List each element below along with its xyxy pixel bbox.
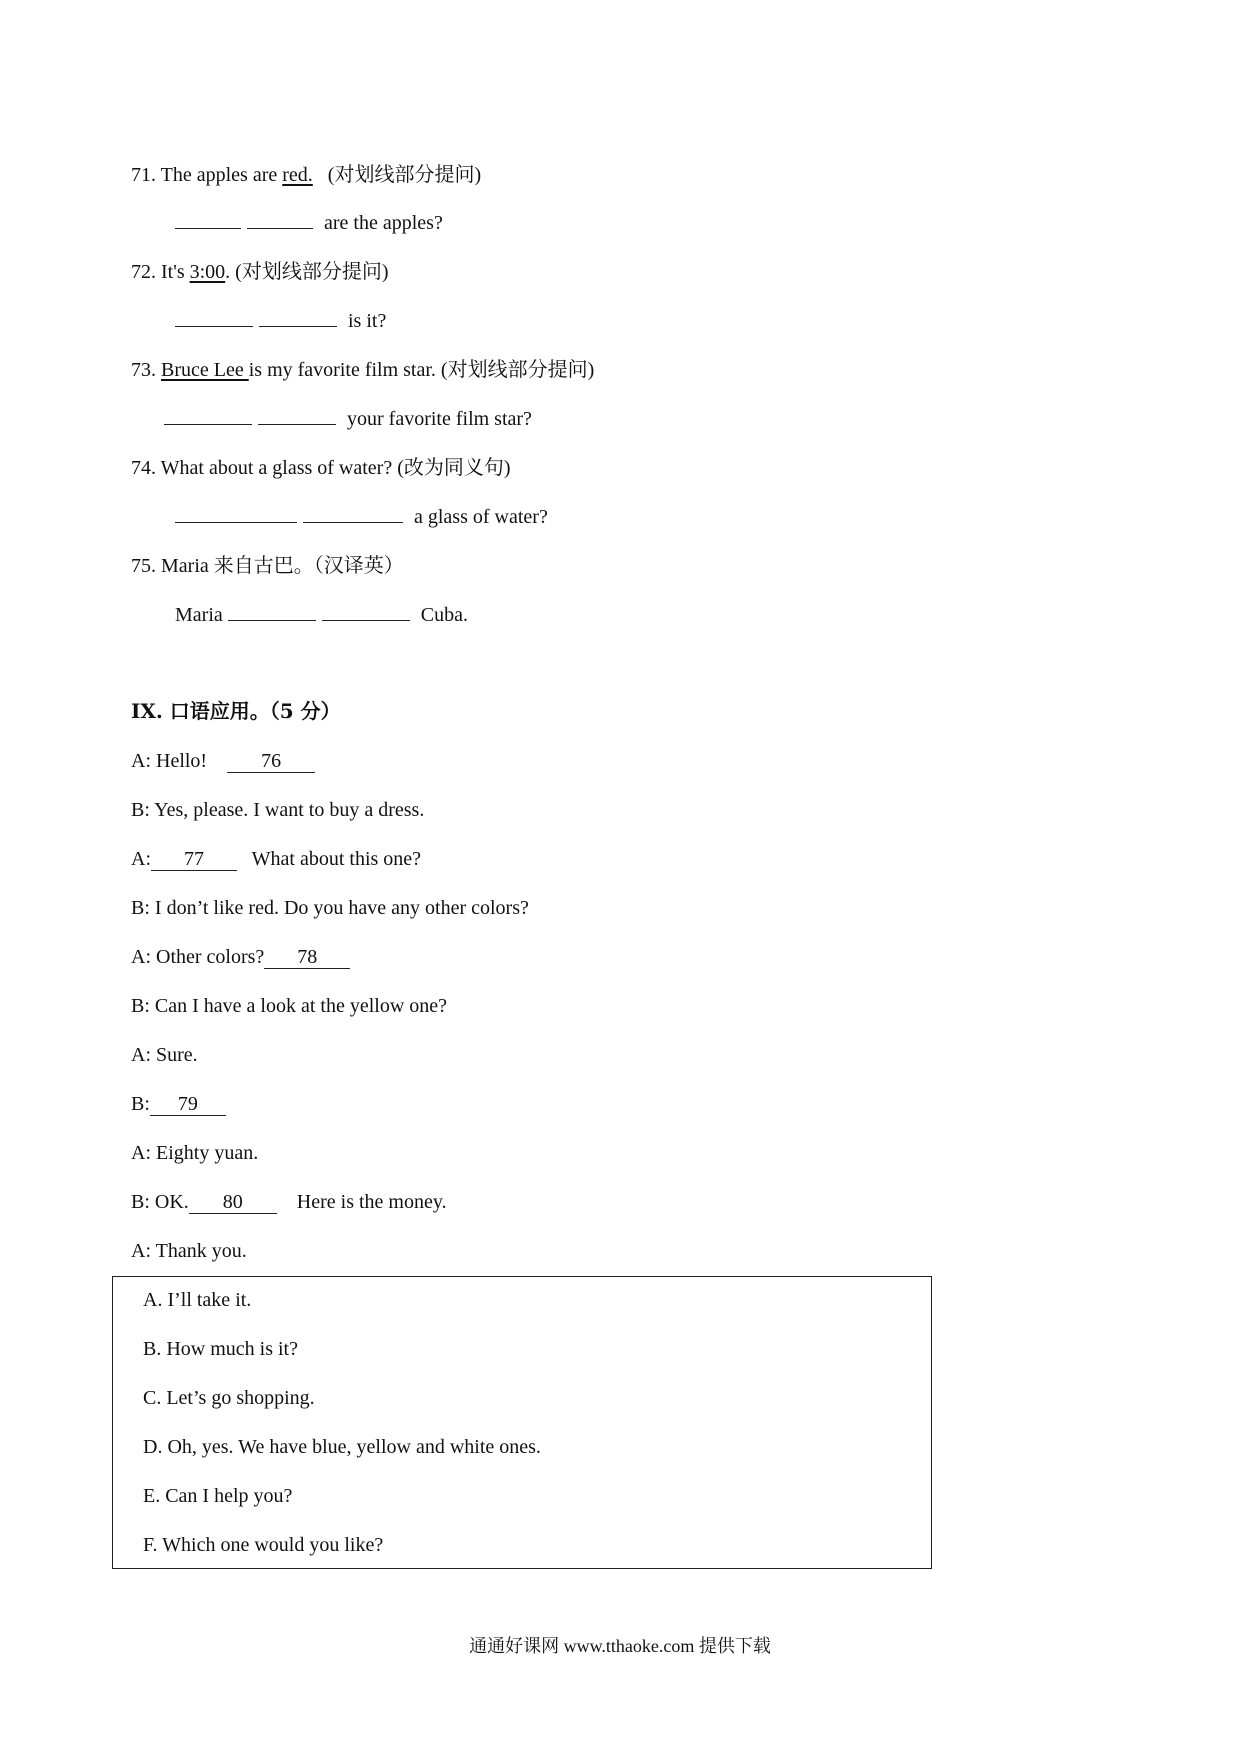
answer-text: is it?: [348, 310, 387, 332]
speaker-label: B:: [131, 1191, 150, 1213]
answer-blank[interactable]: [258, 406, 336, 425]
dialogue-line-4: [131, 895, 529, 921]
speaker-label: A:: [131, 946, 151, 968]
answer-blank[interactable]: [322, 602, 410, 621]
dialogue-line-8: [131, 1091, 226, 1117]
answer-blank[interactable]: [175, 210, 241, 229]
question-instruction: （汉译英）: [313, 555, 404, 577]
dialogue-text: Can I have a look at the yellow one?: [154, 995, 448, 1017]
question-71-answer: [175, 210, 443, 236]
question-text-after: is my favorite film star.: [248, 359, 441, 381]
speaker-label: A:: [131, 750, 151, 772]
question-text: Maria 来自古巴。: [161, 555, 314, 577]
question-number: 71.: [131, 164, 156, 186]
speaker-label: B:: [131, 1093, 150, 1115]
option-b: B. How much is it?: [143, 1338, 298, 1360]
dialogue-line-9: [131, 1140, 258, 1166]
underlined-target: red.: [282, 164, 313, 186]
dialogue-line-11: [131, 1238, 247, 1264]
dialogue-blank-80[interactable]: 80: [189, 1191, 277, 1214]
dialogue-text: Hello!: [156, 750, 208, 772]
dialogue-line-3: [131, 846, 421, 872]
dialogue-text: Eighty yuan.: [156, 1142, 259, 1164]
dialogue-line-1: [131, 748, 315, 774]
speaker-label: A:: [131, 1240, 151, 1262]
question-73-answer: [164, 406, 532, 432]
speaker-label: B:: [131, 799, 150, 821]
page-footer: 通通好课网 www.tthaoke.com 提供下载: [469, 1636, 771, 1656]
option-f: F. Which one would you like?: [143, 1534, 384, 1556]
question-71-prompt: [131, 162, 481, 188]
question-number: 75.: [131, 555, 156, 577]
speaker-label: B:: [131, 995, 150, 1017]
option-e: E. Can I help you?: [143, 1485, 293, 1507]
dialogue-text: Yes, please. I want to buy a dress.: [154, 799, 425, 821]
dialogue-blank-76[interactable]: 76: [227, 750, 315, 773]
question-75-answer: [175, 602, 468, 628]
question-72-prompt: [131, 259, 389, 285]
question-75-prompt: [131, 553, 404, 579]
answer-text: Cuba.: [420, 604, 468, 626]
question-number: 73.: [131, 359, 156, 381]
question-instruction: (对划线部分提问): [440, 359, 595, 381]
underlined-target: 3:00: [189, 261, 226, 283]
question-text-after: .: [225, 261, 236, 283]
dialogue-line-5: [131, 944, 350, 970]
dialogue-line-2: [131, 797, 424, 823]
answer-prefix: Maria: [175, 604, 223, 626]
question-number: 74.: [131, 457, 156, 479]
dialogue-text: Sure.: [156, 1044, 198, 1066]
answer-blank[interactable]: [175, 504, 297, 523]
dialogue-blank-77[interactable]: 77: [151, 848, 237, 871]
dialogue-text: I don’t like red. Do you have any other colors?: [154, 897, 529, 919]
speaker-label: A:: [131, 1142, 151, 1164]
dialogue-text: Other colors?: [156, 946, 265, 968]
option-a: A. I’ll take it.: [143, 1289, 252, 1311]
dialogue-blank-79[interactable]: 79: [150, 1093, 226, 1116]
question-text: The apples are: [160, 164, 283, 186]
question-instruction: (对划线部分提问): [235, 261, 389, 283]
answer-text: are the apples?: [324, 212, 443, 234]
speaker-label: B:: [131, 897, 150, 919]
speaker-label: A:: [131, 1044, 151, 1066]
option-d: D. Oh, yes. We have blue, yellow and white ones.: [143, 1436, 541, 1458]
dialogue-text: Thank you.: [155, 1240, 247, 1262]
underlined-target: Bruce Lee: [161, 359, 249, 381]
speaker-label: A:: [131, 848, 151, 870]
dialogue-text: OK.: [154, 1191, 189, 1213]
dialogue-text: What about this one?: [251, 848, 422, 870]
options-box: [112, 1276, 932, 1569]
answer-text: a glass of water?: [414, 506, 548, 528]
answer-blank[interactable]: [228, 602, 316, 621]
question-instruction: (对划线部分提问): [327, 164, 482, 186]
question-instruction: (改为同义句): [397, 457, 511, 479]
answer-blank[interactable]: [303, 504, 403, 523]
dialogue-text-after: Here is the money.: [296, 1191, 447, 1213]
question-73-prompt: [131, 357, 594, 383]
question-number: 72.: [131, 261, 156, 283]
answer-text: your favorite film star?: [347, 408, 532, 430]
question-72-answer: [175, 308, 386, 334]
section-title: IX. 口语应用。（5 分）: [131, 699, 341, 723]
dialogue-blank-78[interactable]: 78: [264, 946, 350, 969]
dialogue-line-7: [131, 1042, 198, 1068]
answer-blank[interactable]: [259, 308, 337, 327]
option-c: C. Let’s go shopping.: [143, 1387, 315, 1409]
question-text: What about a glass of water?: [160, 457, 398, 479]
dialogue-line-10: [131, 1189, 447, 1215]
dialogue-line-6: [131, 993, 447, 1019]
question-text: It's: [161, 261, 190, 283]
question-74-answer: [175, 504, 548, 530]
answer-blank[interactable]: [175, 308, 253, 327]
question-74-prompt: [131, 455, 511, 481]
answer-blank[interactable]: [247, 210, 313, 229]
answer-blank[interactable]: [164, 406, 252, 425]
